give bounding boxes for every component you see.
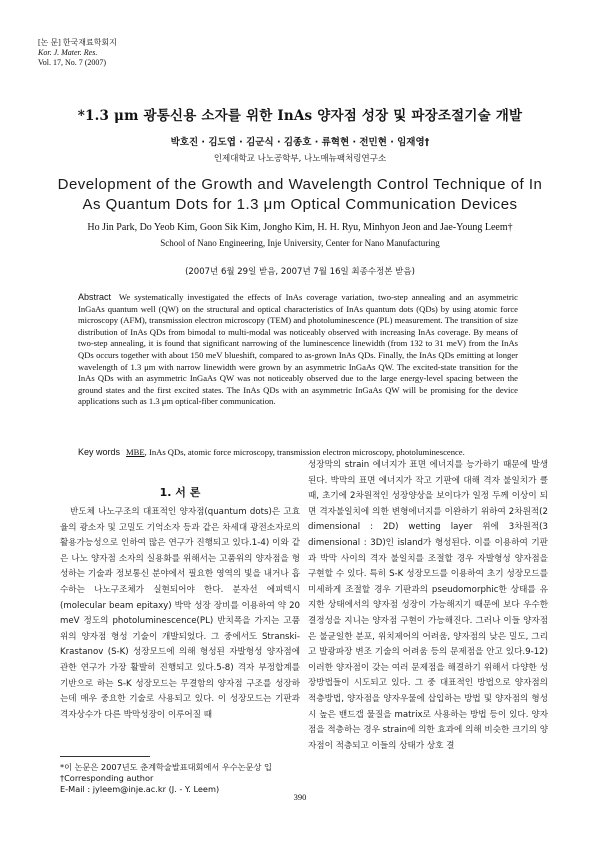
footnote (60, 762, 310, 795)
footnote-award: *이 논문은 2007년도 춘계학술발표대회에서 우수논문상 입 (60, 762, 272, 772)
article-type-label: [논 문] 한국재료학회지 (38, 38, 117, 47)
affiliation-english: School of Nano Engineering, Inje University, Center for Nano Manufacturing (160, 238, 440, 248)
abstract (78, 292, 518, 408)
authors-english: Ho Jin Park, Do Yeob Kim, Goon Sik Kim, Jongho Kim, H. H. Ryu, Minhyon Jeon and Jae-Young Leem† (87, 222, 513, 233)
journal-abbreviation: Kor. J. Mater. Res. (38, 48, 98, 57)
title-english (0, 175, 600, 215)
footnote-divider (60, 756, 150, 757)
right-column-paragraph: 성장막의 strain 에너지가 표면 에너지를 능가하기 때문에 발생된다. 박막의 표면 에너지가 작고 기판에 대해 격자 불일치가 클 때, 초기에 2차원적인 성장양상을 보이다가 일정 두께 이상이 되면 격자불일치에 의한 변형에너지를 이완하기 위하여 2차원적(2 dimensional : 2D) wetting layer 위에 3차원적(3 dimensional : 3D)인 island가 형성된다. 이를 이용하여 기판과 박막 사이의 격자 불일치를 조절할 경우 자발형성 양자점을 구현할 수 있다. 특히 S-K 성장모드를 이용하여 초기 성장모드를 미세하게 조절할 경우 기판과의 pseudomorphic한 상태를 유지한 상태에서의 양자점 성장이 가능해지기 때문에 보다 우수한 결정성을 지니는 양자점 구현이 가능해진다. 그러나 이들 양자점은 불균일한 분포, 위치제어의 어려움, 양자점의 낮은 밀도, 그리고 발광파장 변조 기술의 어려움 등의 문제점을 안고 있다.9-12) 이러한 양자점이 갖는 여러 문제점을 해결하기 위해서 다양한 성장방법들이 시도되고 있다. 그 중 대표적인 방법으로 양자점의 적층방법, 양자점을 양자우물에 삽입하는 방법 및 양자점의 형성시 높은 밴드갭 물질을 matrix로 사용하는 방법 등이 있다. 양자점을 적층하는 경우 strain에 의한 효과에 의해 비슷한 크기의 양자점이 적층되고 이들의 상태가 상호 결 (308, 460, 549, 751)
received-dates: (2007년 6월 29일 받음, 2007년 7월 16일 최종수정본 받음) (185, 267, 415, 277)
footnote-corresponding: †Corresponding author (60, 773, 154, 783)
footnote-email: E-Mail : jyleem@inje.ac.kr (J. - Y. Leem) (60, 784, 220, 794)
keywords-rest: , InAs QDs, atomic force microscopy, transmission electron microscopy, photoluminescence. (144, 447, 465, 457)
journal-volume: Vol. 17, No. 7 (2007) (38, 58, 107, 67)
keywords-label: Key words (78, 447, 121, 457)
title-english-line1: Development of the Growth and Wavelength Control Technique of In (57, 176, 543, 193)
abstract-text: We systematically investigated the effects of InAs coverage variation, two-step annealing and an asymmetric InGaAs quantum well (QW) on the structural and optical characteristics of InAs quantum dots (QDs) by using atomic force microscopy (AFM), transmission electron microscopy (TEM) and photoluminescence (PL) measurement. The transition of size distribution of InAs QDs from bimodal to multi-modal was noticeably observed with increasing InAs coverage. By means of two-step annealing, it is found that significant narrowing of the luminescence linewidth (from 132 to 31 meV) from the InAs QDs occurs together with about 150 meV blueshift, compared to as-grown InAs QDs. Finally, the InAs QDs emitting at longer wavelength of 1.3 μm with narrow linewidth were grown by an asymmetric InGaAs QW. The excited-state transition for the InAs QDs with an asymmetric InGaAs QW was not noticeably observed due to the large energy-level spacing between the ground states and the first excited states. The InAs QDs with an asymmetric InGaAs QW will be promising for the device applications such as 1.3 μm optical-fiber communication. (78, 292, 518, 407)
section-heading-introduction: 1. 서 론 (159, 486, 201, 499)
authors-korean: 박호진 · 김도엽 · 김군식 · 김종호 · 류혁현 · 전민현 · 임재영† (170, 137, 430, 148)
abstract-label: Abstract (78, 292, 112, 302)
left-column-paragraph: 반도체 나노구조의 대표적인 양자점(quantum dots)은 고효율의 광소자 및 고밀도 기억소자 등과 같은 차세대 광전소자로의 활용가능성으로 인하여 많은 연구가 진행되고 있다.1-4) 이와 같은 나노 양자점 소자의 실용화를 위해서는 고품위의 양자점을 형성하는 기술과 정보통신 분야에서 필요한 영역의 빛을 내거나 흡수하는 나노구조체가 실현되어야 한다. 분자선 에피텍시(molecular beam epitaxy) 박막 성장 장비를 이용하여 약 20 meV 정도의 photoluminescence(PL) 반치폭을 가지는 고품위의 양자점 형성 기술이 개발되었다. 그 중에서도 Stranski-Krastanov (S-K) 성장모드에 의해 형성된 자발형성 양자점에 관한 연구가 가장 활발히 진행되고 있다.5-8) 격자 부정합계를 기반으로 하는 S-K 성장모드는 무결함의 양자점 구조를 성장하는데 매우 중요한 기술로 사용되고 있다. 이 성장모드는 기판과 격자상수가 다른 박막성장이 이루어질 때 (60, 507, 300, 720)
title-korean: *1.3 μm 광통신용 소자를 위한 InAs 양자점 성장 및 파장조절기술 개발 (77, 108, 523, 124)
affiliation-korean: 인제대학교 나노공학부, 나노매뉴팩처링연구소 (213, 154, 387, 164)
keyword-first: MBE (126, 447, 145, 457)
right-column (308, 458, 548, 754)
page-number: 390 (293, 792, 307, 802)
keywords (78, 447, 538, 457)
left-column (60, 505, 300, 723)
title-english-line2: As Quantum Dots for 1.3 μm Optical Communication Devices (82, 196, 518, 213)
journal-header (38, 38, 117, 68)
